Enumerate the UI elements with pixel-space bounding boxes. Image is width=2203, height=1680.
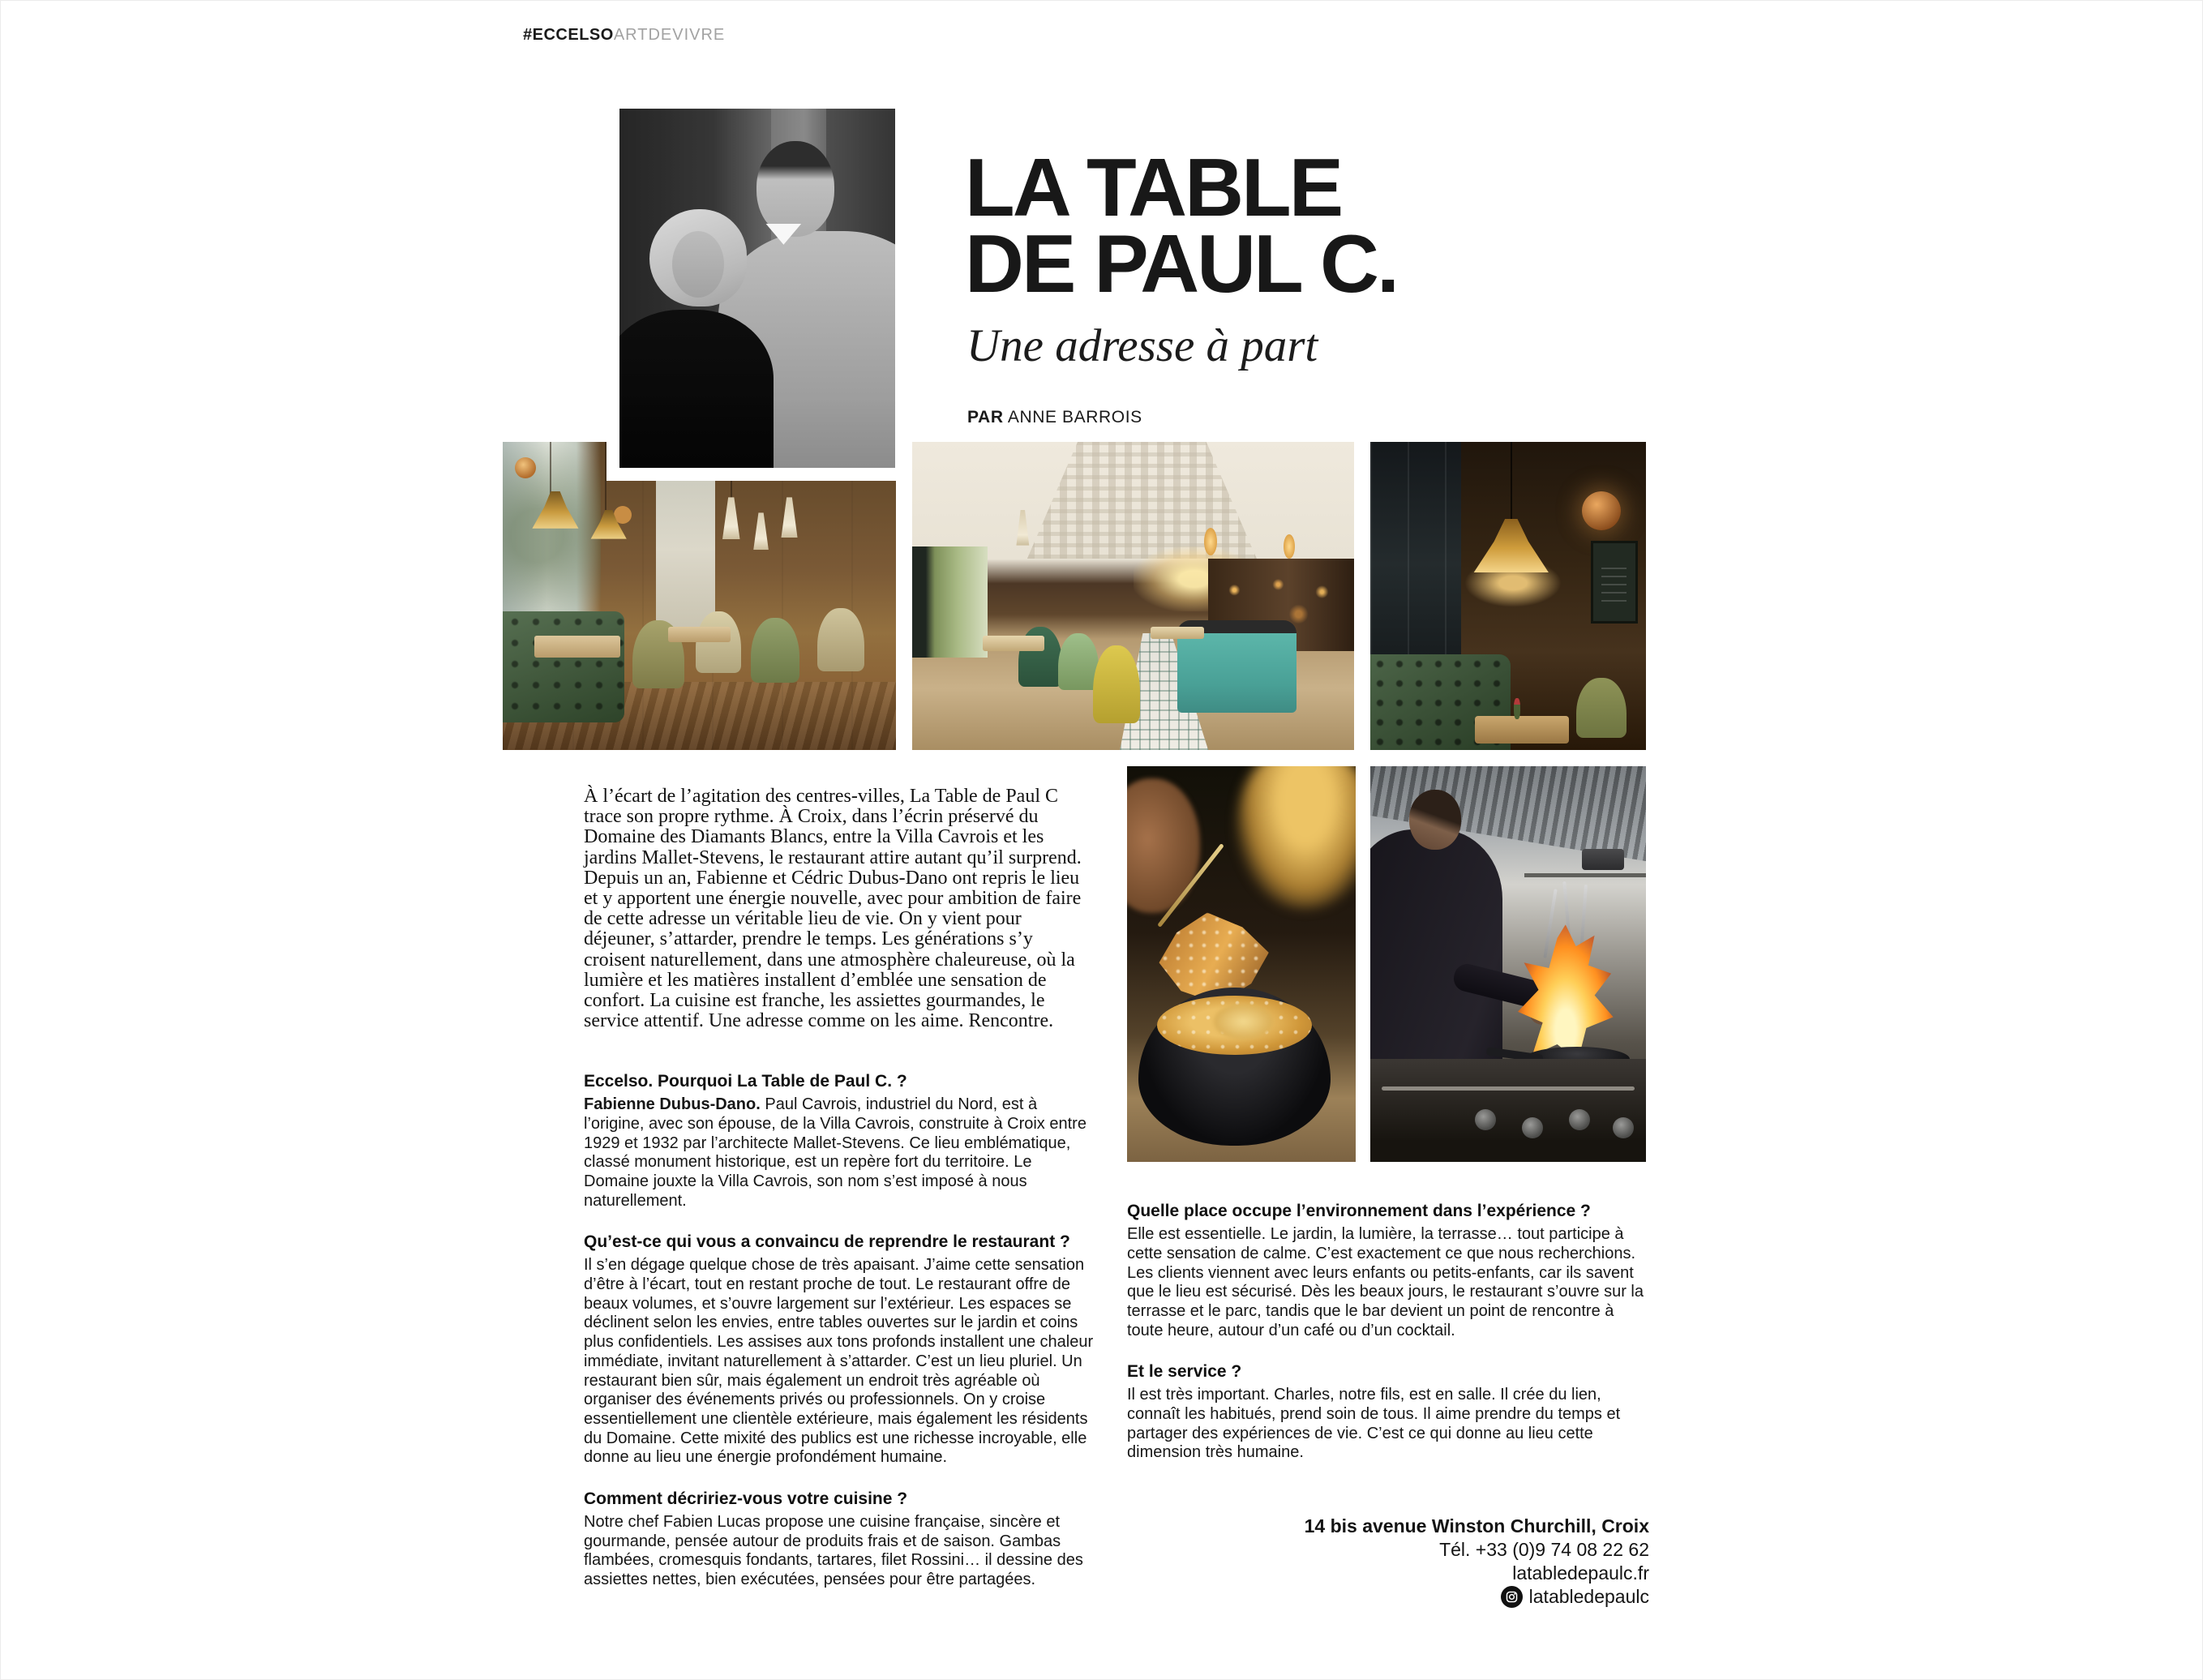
photo-layer-yellow-chair bbox=[1093, 645, 1140, 723]
instagram-icon bbox=[1501, 1586, 1523, 1608]
photo-layer-cone-lamp bbox=[719, 497, 744, 539]
photo-layer-amber-pendant bbox=[1284, 534, 1295, 559]
photo-layer-cone-lamp bbox=[1014, 510, 1031, 546]
qa-answer bbox=[584, 1095, 1098, 1211]
qa-block-cuisine bbox=[584, 1489, 1098, 1590]
article-byline bbox=[967, 408, 1662, 427]
contact-instagram-line bbox=[1127, 1585, 1649, 1609]
photo-layer-wine-glass bbox=[1237, 766, 1356, 909]
magazine-section-header bbox=[523, 26, 725, 45]
photo-layer-light-green-chair bbox=[1058, 633, 1099, 690]
qa-question: Qu’est-ce qui vous a convaincu de reprendre le restaurant ? bbox=[584, 1232, 1070, 1252]
photo-layer-flower bbox=[1514, 698, 1520, 719]
photo-layer-green-banquette bbox=[503, 611, 624, 722]
magazine-hashtag: #ECCELSO bbox=[523, 26, 614, 44]
photo-layer-shelf bbox=[1524, 873, 1646, 877]
photo-layer-dark-window bbox=[1370, 442, 1461, 664]
photo-layer-table bbox=[668, 627, 731, 642]
photo-layer-table bbox=[1151, 627, 1203, 639]
article-intro: À l’écart de l’agitation des centres-villes, La Table de Paul C trace son propre rythme. À Croix, dans l’écrin préservé du Domaine des Diamants Blancs, entre la Villa Cavrois et les jardins Mallet-Stevens, le restaurant attire autant qu’il surprend. Depuis un an, Fabienne et Cédric Dubus-Dano ont repris le lieu et y apportent une énergie nouvelle, avec pour ambition de faire de cette adresse un véritable lieu de vie. On y vient pour déjeuner, s’attarder, prendre le temps. Les générations s’y croisent naturellement, dans une atmosphère chaleureuse, où la lumière et les matières installent d’emblée une sensation de confort. La cuisine est franche, les assiettes gourmandes, le service attentif. Une adresse comme on les aime. Rencontre. bbox=[584, 786, 1082, 1032]
qa-block-environnement bbox=[1127, 1202, 1649, 1340]
qa-block-convaincu bbox=[584, 1232, 1098, 1468]
qa-question: Comment décririez-vous votre cuisine ? bbox=[584, 1489, 908, 1508]
article-title-block bbox=[965, 143, 1662, 427]
photo-layer-custard-center bbox=[1214, 1004, 1273, 1039]
qa-question: Et le service ? bbox=[1127, 1362, 1242, 1382]
photo-layer-cone-lamp bbox=[751, 512, 772, 550]
qa-answer: Il s’en dégage quelque chose de très apaisant. J’aime cette sensation d’être à l’écart, tout en restant proche de tout. Le restaurant offre de beaux volumes, et s’ouvre largement sur l’extérieur. Les espaces se déclinent selon les envies, entre tables ouvertes sur le jardin et coins plus confidentiels. Les assises aux tons profonds installent une chaleur immédiate, invitant naturellement à s’attarder. C’est un lieu pluriel. Un restaurant bien sûr, mais également un endroit très agréable où organiser des événements privés ou professionnels. On y croise essentiellement une clientèle extérieure, mais également les résidents du Domaine. Cette mixité des publics est une richesse incroyable, elle donne au lieu une énergie profondément humaine. bbox=[584, 1256, 1094, 1467]
photo-layer-garden-window bbox=[912, 546, 988, 658]
qa-answer: Notre chef Fabien Lucas propose une cuisine française, sincère et gourmande, pensée autour de produits frais et de saison. Gambas flambées, cromesquis fondants, tartares, filet Rossini… il dessine des assiettes nettes, bien exécutées, pensées pour être partagées. bbox=[584, 1513, 1083, 1589]
photo-layer-stove-front bbox=[1370, 1059, 1646, 1162]
magazine-section-label: ARTDEVIVRE bbox=[613, 26, 726, 44]
qa-answer: Il est très important. Charles, notre fils, est en salle. Il crée du lien, connaît les habitués, prend soin de tous. Il aime prendre du temps et partager des expériences de vie. C’est ce qui donne au lieu cette dimension très humaine. bbox=[1127, 1386, 1621, 1462]
photo-layer-hand bbox=[1127, 778, 1200, 913]
photo-layer-cream-chair bbox=[696, 611, 741, 673]
photo-layer-pot bbox=[1582, 849, 1624, 870]
photo-layer-woman-face bbox=[672, 231, 724, 298]
article-title-line2: DE PAUL C. bbox=[965, 218, 1398, 310]
qa-answer-text: Paul Cavrois, industriel du Nord, est à l’origine, avec son épouse, de la Villa Cavrois, construite à Croix entre 1929 et 1932 par l’architecte Mallet-Stevens. Ce lieu emblématique, classé monument historique, est un repère fort du territoire. Le Domaine jouxte la Villa Cavrois, son nom s’est imposé à nous naturellement. bbox=[584, 1095, 1086, 1210]
photo-dining-room-window bbox=[503, 442, 896, 750]
photo-portrait-owners bbox=[619, 109, 895, 468]
photo-layer-lamp-cord bbox=[1511, 442, 1512, 522]
qa-question: Eccelso. Pourquoi La Table de Paul C. ? bbox=[584, 1072, 907, 1091]
qa-answer: Elle est essentielle. Le jardin, la lumière, la terrasse… tout participe à cette sensation de calme. C’est exactement ce que nous recherchions. Les clients viennent avec leurs enfants ou petits-enfants, car ils savent que le lieu est sécurisé. Dès les beaux jours, le restaurant s’ouvre sur la terrasse et le parc, tandis que le bar devient un point de rencontre à toute heure, autour d’un café ou d’un cocktail. bbox=[1127, 1225, 1644, 1339]
photo-layer-cream-chair bbox=[817, 608, 864, 671]
photo-portrait-owners-frame bbox=[606, 96, 908, 481]
contact-phone: Tél. +33 (0)9 74 08 22 62 bbox=[1439, 1539, 1649, 1560]
photo-layer-perforated-ceiling bbox=[1027, 442, 1257, 559]
byline-author: ANNE BARROIS bbox=[1007, 407, 1142, 426]
photo-layer-table bbox=[1475, 716, 1569, 744]
photo-layer-table bbox=[983, 636, 1044, 651]
photo-layer-woman-top bbox=[619, 310, 774, 468]
photo-creme-brulee bbox=[1127, 766, 1356, 1162]
photo-layer-brass-bell-lamp bbox=[1472, 519, 1550, 572]
photo-layer-amber-pendant bbox=[1204, 528, 1217, 555]
qa-answer-speaker: Fabienne Dubus-Dano. bbox=[584, 1095, 761, 1114]
photo-layer-stove-knob bbox=[1475, 1109, 1496, 1130]
photo-layer-chef-head bbox=[1409, 790, 1461, 850]
article-title-line1: LA TABLE bbox=[965, 143, 1342, 234]
photo-layer-stove-knob bbox=[1569, 1109, 1590, 1130]
photo-layer-olive-chair bbox=[1576, 678, 1627, 738]
qa-block-service bbox=[1127, 1362, 1649, 1463]
photo-layer-oven-rail bbox=[1382, 1086, 1635, 1091]
photo-layer-cone-lamp bbox=[778, 497, 801, 538]
article-subtitle: Une adresse à part bbox=[966, 319, 1318, 371]
article-title bbox=[965, 143, 1662, 310]
photo-dining-hall bbox=[912, 442, 1354, 750]
contact-instagram-handle: latabledepaulc bbox=[1528, 1586, 1649, 1607]
photo-layer-stove-knob bbox=[1522, 1117, 1543, 1138]
photo-layer-table bbox=[534, 636, 621, 658]
photo-layer-chalkboard-menu bbox=[1591, 541, 1638, 624]
photo-layer-green-chair bbox=[751, 618, 799, 683]
photo-layer-man-head bbox=[756, 141, 834, 237]
qa-question: Quelle place occupe l’environnement dans l’expérience ? bbox=[1127, 1202, 1591, 1220]
photo-layer-copper-sconces bbox=[515, 457, 536, 478]
photo-layer-lamp-cord bbox=[550, 442, 551, 495]
qa-block-pourquoi bbox=[584, 1072, 1098, 1211]
photo-layer-copper-disc bbox=[1582, 491, 1621, 530]
photo-layer-stove-knob bbox=[1613, 1117, 1634, 1138]
contact-website: latabledepaulc.fr bbox=[1512, 1562, 1649, 1584]
contact-block bbox=[1127, 1515, 1649, 1609]
contact-address: 14 bis avenue Winston Churchill, Croix bbox=[1304, 1515, 1649, 1536]
photo-chef-flambe bbox=[1370, 766, 1646, 1162]
qa-column-left bbox=[584, 1072, 1098, 1612]
photo-dining-corner bbox=[1370, 442, 1646, 750]
byline-prefix: PAR bbox=[967, 407, 1004, 426]
qa-column-right bbox=[1127, 1202, 1649, 1485]
